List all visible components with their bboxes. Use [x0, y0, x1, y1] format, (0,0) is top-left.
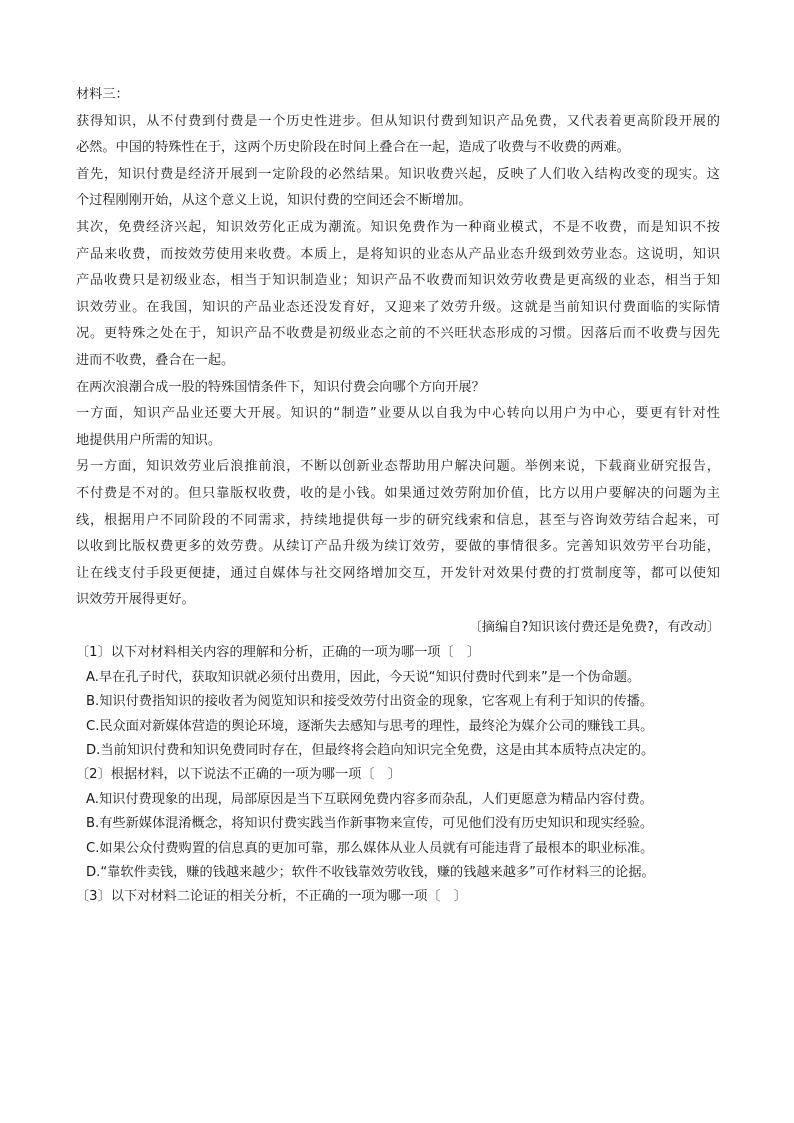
- text-line: 识效劳业。在我国，知识的产品业态还没发育好，又迎来了效劳升级。这就是当前知识付费面临的实际情: [76, 299, 720, 315]
- text-line: 让在线支付手段更便捷，通过自媒体与社交网络增加交互，开发针对效果付费的打赏制度等，都可以使知: [76, 565, 720, 581]
- document-body: [76, 82, 720, 910]
- option-c: C.如果公众付费购置的信息真的更加可靠，那么媒体从业人员就有可能违背了最根本的职业标准。: [86, 840, 654, 856]
- text-line: 不付费是不对的。但只靠版权收费，收的是小钱。如果通过效劳附加价值，比方以用户要解决的问题为主: [76, 485, 720, 501]
- option-b: B.知识付费指知识的接收者为阅览知识和接受效劳付出资金的现象，它客观上有利于知识的传播。: [86, 694, 654, 710]
- text-line: 必然。中国的特殊性在于，这两个历史阶段在时间上叠合在一起，造成了收费与不收费的两难。: [76, 140, 630, 156]
- option-a: A.知识付费现象的出现，局部原因是当下互联网免费内容多而杂乱，人们更愿意为精品内容付费。: [86, 791, 653, 807]
- text-line: 进而不收费，叠合在一起。: [76, 352, 235, 368]
- question-2: [76, 763, 720, 885]
- material-heading: 材料三：: [76, 87, 129, 102]
- option-b: B.有些新媒体混淆概念，将知识付费实践当作新事物来宣传，可见他们没有历史知识和现实经验。: [86, 816, 654, 832]
- text-line: 一方面，知识产品业还要大开展。知识的“制造”业要从以自我为中心转向以用户为中心，要更有针对性: [76, 406, 720, 422]
- source-citation: 〔摘编自?知识该付费还是免费?，有改动〕: [468, 619, 720, 635]
- material-text: [76, 109, 720, 614]
- question-stem: 〔3〕以下对材料二论证的相关分析，不正确的一项为哪一项〔 〕: [76, 889, 467, 905]
- text-line: 其次，免费经济兴起，知识效劳化正成为潮流。知识免费作为一种商业模式，不是不收费，而是知识不按: [76, 219, 720, 235]
- text-line: 地提供用户所需的知识。: [76, 432, 222, 448]
- text-line: 产品收费只是初级业态，相当于知识制造业；知识产品不收费而知识效劳收费是更高级的业态，相当于知: [76, 273, 720, 289]
- text-line: 况。更特殊之处在于，知识产品不收费是初级业态之前的不兴旺状态形成的习惯。因落后而不收费与因先: [76, 326, 720, 342]
- option-d: D.“靠软件卖钱，赚的钱越来越少；软件不收钱靠效劳收钱，赚的钱越来越多”可作材料三的论据。: [86, 864, 655, 880]
- question-1: [76, 641, 720, 763]
- option-d: D.当前知识付费和知识免费同时存在，但最终将会趋向知识完全免费，这是由其本质特点决定的。: [86, 743, 655, 759]
- text-line: 个过程刚刚开始，从这个意义上说，知识付费的空间还会不断增加。: [76, 193, 472, 209]
- question-3: [76, 885, 720, 909]
- text-line: 产品来收费，而按效劳使用来收费。本质上，是将知识的业态从产品业态升级到效劳业态。这说明，知识: [76, 246, 720, 262]
- text-line: 首先，知识付费是经济开展到一定阶段的必然结果。知识收费兴起，反映了人们收入结构改变的现实。这: [76, 166, 720, 182]
- option-c: C.民众面对新媒体营造的舆论环境，逐渐失去感知与思考的理性，最终沦为媒介公司的赚钱工具。: [86, 718, 654, 734]
- text-line: 在两次浪潮合成一股的特殊国情条件下，知识付费会向哪个方向开展？: [76, 379, 485, 395]
- question-stem: 〔1〕以下对材料相关内容的理解和分析，正确的一项为哪一项〔 〕: [76, 645, 481, 661]
- text-line: 另一方面，知识效劳业后浪推前浪，不断以创新业态帮助用户解决问题。举例来说，下载商业研究报告，: [76, 459, 720, 475]
- question-stem: 〔2〕根据材料，以下说法不正确的一项为哪一项〔 〕: [76, 767, 401, 783]
- text-line: 识效劳开展得更好。: [76, 592, 195, 608]
- text-line: 获得知识，从不付费到付费是一个历史性进步。但从知识付费到知识产品免费，又代表着更高阶段开展的: [76, 113, 720, 129]
- option-a: A.早在孔子时代，获取知识就必须付出费用，因此，今天说“知识付费时代到来”是一个伪命题。: [86, 669, 641, 685]
- text-line: 以收到比版权费更多的效劳费。从续订产品升级为续订效劳，要做的事情很多。完善知识效劳平台功能，: [76, 539, 720, 555]
- text-line: 线，根据用户不同阶段的不同需求，持续地提供每一步的研究线索和信息，甚至与咨询效劳结合起来，可: [76, 512, 720, 528]
